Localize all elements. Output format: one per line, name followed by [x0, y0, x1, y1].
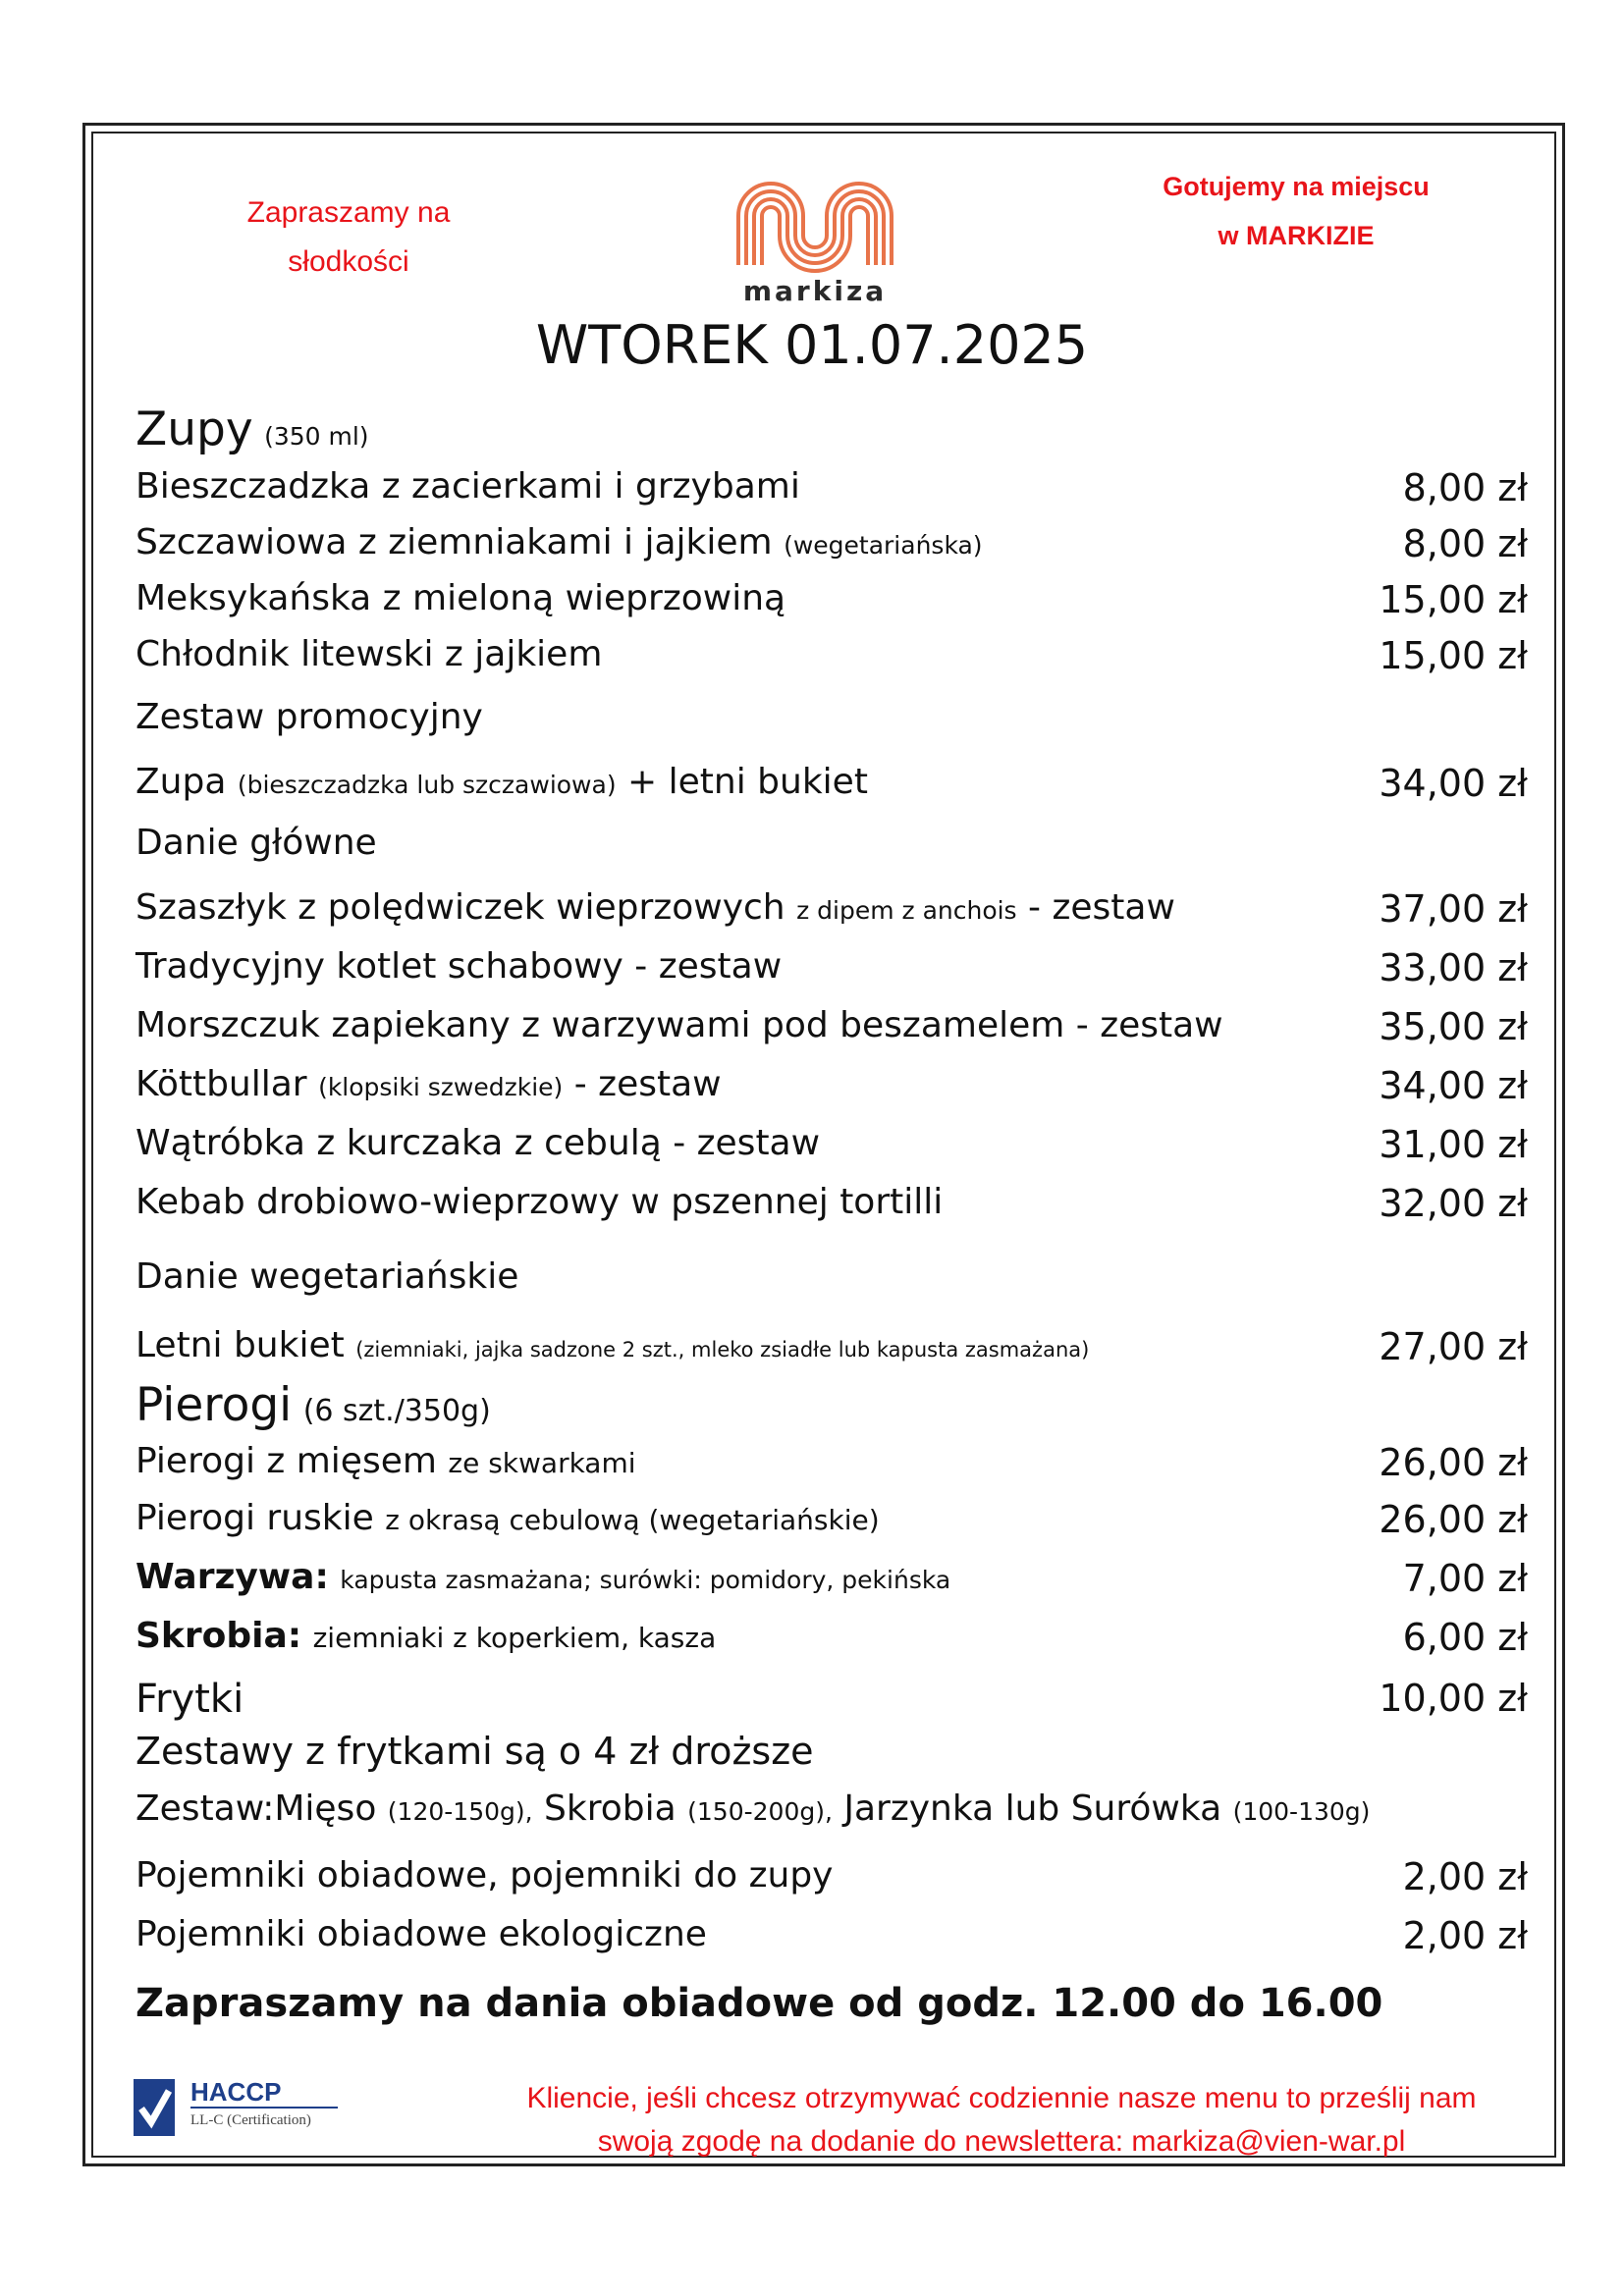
sweets-invitation-line1: Zapraszamy na	[246, 196, 451, 229]
soup-price: 15,00 zł	[1379, 578, 1528, 621]
fries-info: Zestawy z frytkami są o 4 zł droższe	[135, 1730, 814, 1773]
vegetarian-price: 27,00 zł	[1379, 1325, 1528, 1368]
haccp-check-icon	[134, 2079, 175, 2136]
set-part-veg-note: (100-130g)	[1232, 1797, 1371, 1826]
vegetables-price: 7,00 zł	[1402, 1557, 1528, 1600]
sweets-invitation	[221, 188, 476, 287]
main-dish-price: 34,00 zł	[1379, 1064, 1528, 1107]
soup-name: Bieszczadzka z zacierkami i grzybami	[135, 466, 800, 507]
soups-note: (350 ml)	[264, 422, 369, 451]
mains-title: Danie główne	[135, 823, 377, 863]
main-dish-name: Kebab drobiowo-wieprzowy w pszennej tortilli	[135, 1182, 944, 1222]
haccp-subtitle: LL-C (Certification)	[190, 2112, 311, 2128]
fries-price: 10,00 zł	[1379, 1677, 1528, 1720]
vegetarian-note: (ziemniaki, jajka sadzone 2 szt., mleko zsiadłe lub kapusta zasmażana)	[355, 1338, 1090, 1362]
vegetarian-name: Letni bukiet	[135, 1325, 345, 1365]
set-part-meat: Zestaw:Mięso	[135, 1789, 377, 1829]
haccp-title: HACCP	[190, 2077, 282, 2107]
pierogi-price: 26,00 zł	[1379, 1498, 1528, 1541]
promo-name-b: + letni bukiet	[627, 762, 868, 802]
soup-price: 8,00 zł	[1402, 466, 1528, 509]
main-dish-price: 31,00 zł	[1379, 1123, 1528, 1166]
soup-name: Chłodnik litewski z jajkiem	[135, 634, 603, 674]
logo-wordmark: markiza	[742, 275, 888, 307]
pierogi-name: Pierogi ruskie	[135, 1498, 374, 1538]
haccp-badge	[134, 2073, 340, 2144]
main-dish-note: z dipem z anchois	[796, 896, 1017, 925]
main-dish-price: 35,00 zł	[1379, 1005, 1528, 1048]
container-name: Pojemniki obiadowe ekologiczne	[135, 1914, 707, 1954]
pierogi-item-note: ze skwarkami	[448, 1447, 636, 1479]
soup-name: Szczawiowa z ziemniakami i jajkiem	[135, 522, 773, 562]
fries-label: Frytki	[135, 1677, 244, 1722]
vegetables-label: Warzywa:	[135, 1557, 329, 1597]
promo-note: (bieszczadzka lub szczawiowa)	[237, 771, 617, 799]
starch-note: ziemniaki z koperkiem, kasza	[312, 1622, 717, 1654]
set-part-veg: Jarzynka lub Surówka	[843, 1789, 1222, 1829]
newsletter-note	[452, 2077, 1551, 2163]
main-dish-name: Köttbullar	[135, 1064, 307, 1104]
cooking-note-line1: Gotujemy na miejscu	[1163, 172, 1430, 201]
promo-name-a: Zupa	[135, 762, 227, 802]
main-dish-name: Szaszłyk z polędwiczek wieprzowych	[135, 887, 785, 928]
cooking-note	[1149, 162, 1443, 260]
soup-price: 15,00 zł	[1379, 634, 1528, 677]
container-price: 2,00 zł	[1402, 1855, 1528, 1898]
starch-label: Skrobia:	[135, 1616, 302, 1656]
set-part-starch-note: (150-200g),	[687, 1797, 833, 1826]
main-dish-name: Morszczuk zapiekany z warzywami pod beszamelem - zestaw	[135, 1005, 1223, 1045]
set-part-meat-note: (120-150g),	[387, 1797, 533, 1826]
soup-name: Meksykańska z mieloną wieprzowiną	[135, 578, 786, 618]
main-dish-price: 32,00 zł	[1379, 1182, 1528, 1225]
soup-price: 8,00 zł	[1402, 522, 1528, 565]
vegetarian-title: Danie wegetariańskie	[135, 1256, 519, 1297]
pierogi-note: (6 szt./350g)	[302, 1394, 491, 1428]
pierogi-price: 26,00 zł	[1379, 1441, 1528, 1484]
main-dish-suffix: - zestaw	[1028, 887, 1175, 928]
haccp-divider	[190, 2107, 338, 2109]
main-dish-note: (klopsiki szwedzkie)	[318, 1073, 564, 1101]
soups-title: Zupy	[135, 402, 253, 456]
sweets-invitation-line2: słodkości	[288, 245, 409, 278]
pierogi-item-note: z okrasą cebulową (wegetariańskie)	[385, 1504, 880, 1536]
soup-note: (wegetariańska)	[784, 531, 983, 560]
newsletter-line2: swoją zgodę na dodanie do newslettera: markiza@vien-war.pl	[597, 2125, 1406, 2158]
main-dish-name: Tradycyjny kotlet schabowy - zestaw	[135, 946, 783, 987]
cooking-note-line2: w MARKIZIE	[1218, 221, 1375, 250]
menu-date-title: WTOREK 01.07.2025	[535, 314, 1089, 376]
container-name: Pojemniki obiadowe, pojemniki do zupy	[135, 1855, 834, 1896]
newsletter-line1: Kliencie, jeśli chcesz otrzymywać codziennie nasze menu to prześlij nam	[526, 2082, 1477, 2114]
main-dish-suffix: - zestaw	[573, 1064, 722, 1104]
container-price: 2,00 zł	[1402, 1914, 1528, 1957]
promo-title: Zestaw promocyjny	[135, 697, 483, 737]
promo-price: 34,00 zł	[1379, 762, 1528, 805]
vegetables-note: kapusta zasmażana; surówki: pomidory, pekińska	[340, 1566, 951, 1594]
opening-hours: Zapraszamy na dania obiadowe od godz. 12.00 do 16.00	[135, 1981, 1383, 2026]
starch-price: 6,00 zł	[1402, 1616, 1528, 1659]
set-part-starch: Skrobia	[544, 1789, 677, 1829]
main-dish-name: Wątróbka z kurczaka z cebulą - zestaw	[135, 1123, 821, 1163]
pierogi-name: Pierogi z mięsem	[135, 1441, 437, 1481]
main-dish-price: 37,00 zł	[1379, 887, 1528, 931]
main-dish-price: 33,00 zł	[1379, 946, 1528, 989]
pierogi-title: Pierogi	[135, 1378, 293, 1432]
